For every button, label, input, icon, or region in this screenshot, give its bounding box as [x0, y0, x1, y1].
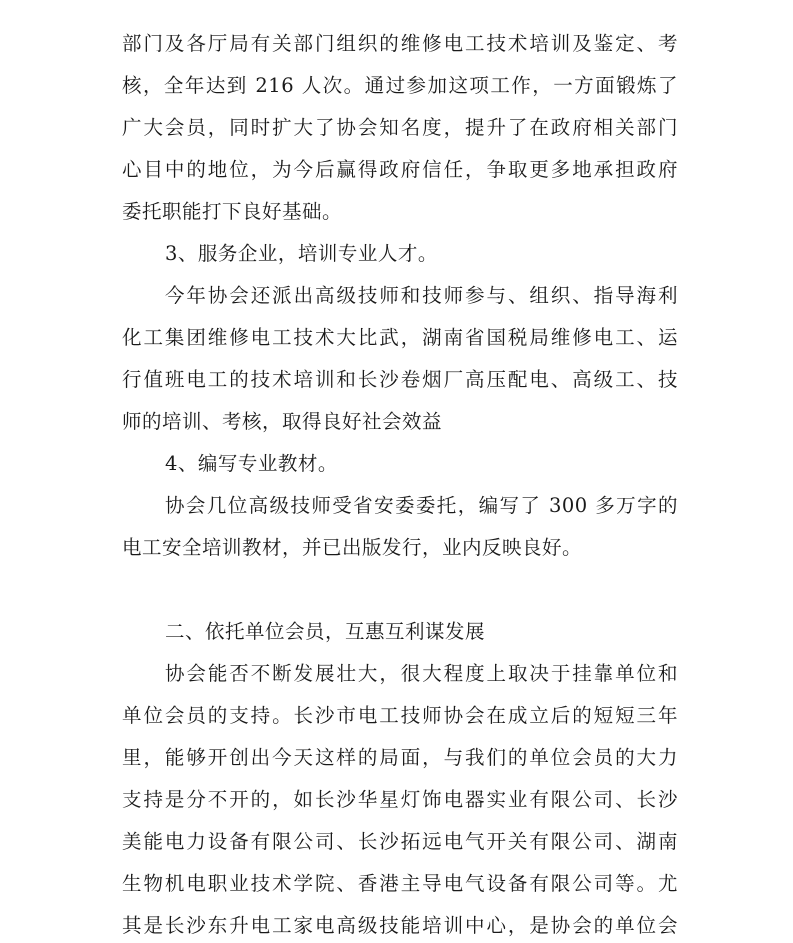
section-heading: 3、服务企业，培训专业人才。 — [165, 242, 438, 265]
paragraph-line: 核，全年达到 216 人次。通过参加这项工作，一方面锻炼了 — [122, 74, 678, 97]
paragraph-line: 电工安全培训教材，并已出版发行，业内反映良好。 — [122, 536, 583, 559]
paragraph-line: 支持是分不开的，如长沙华星灯饰电器实业有限公司、长沙 — [122, 788, 678, 811]
paragraph-line: 今年协会还派出高级技师和技师参与、组织、指导海利 — [165, 284, 678, 307]
paragraph-line: 委托职能打下良好基础。 — [122, 200, 343, 223]
paragraph-line: 部门及各厅局有关部门组织的维修电工技术培训及鉴定、考 — [122, 32, 678, 55]
paragraph-line: 师的培训、考核，取得良好社会效益 — [122, 410, 443, 433]
paragraph-line: 单位会员的支持。长沙市电工技师协会在成立后的短短三年 — [122, 704, 678, 727]
paragraph-line: 协会能否不断发展壮大，很大程度上取决于挂靠单位和 — [165, 662, 678, 685]
paragraph-line: 生物机电职业技术学院、香港主导电气设备有限公司等。尤 — [122, 872, 678, 895]
section-heading: 二、依托单位会员，互惠互利谋发展 — [165, 620, 486, 643]
paragraph-line: 广大会员，同时扩大了协会知名度，提升了在政府相关部门 — [122, 116, 678, 139]
section-heading: 4、编写专业教材。 — [165, 452, 338, 475]
paragraph-line: 协会几位高级技师受省安委委托，编写了 300 多万字的 — [165, 494, 678, 517]
paragraph-line: 里，能够开创出今天这样的局面，与我们的单位会员的大力 — [122, 746, 678, 769]
paragraph-line: 行值班电工的技术培训和长沙卷烟厂高压配电、高级工、技 — [122, 368, 678, 391]
paragraph-line: 其是长沙东升电工家电高级技能培训中心，是协会的单位会 — [122, 914, 678, 937]
paragraph-line: 心目中的地位，为今后赢得政府信任，争取更多地承担政府 — [122, 158, 678, 181]
paragraph-line: 化工集团维修电工技术大比武，湖南省国税局维修电工、运 — [122, 326, 678, 349]
paragraph-line: 美能电力设备有限公司、长沙拓远电气开关有限公司、湖南 — [122, 830, 678, 853]
